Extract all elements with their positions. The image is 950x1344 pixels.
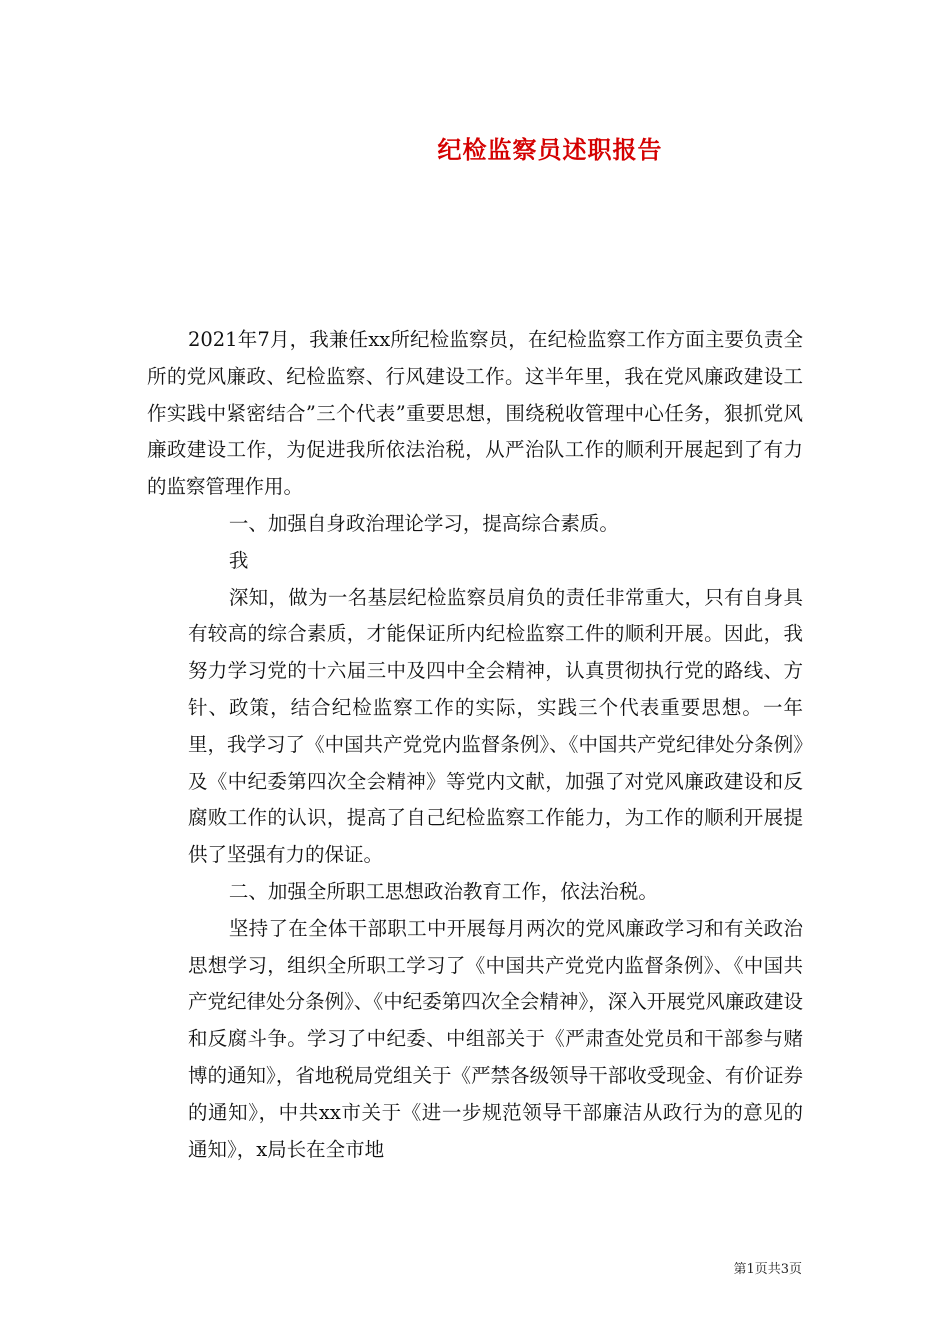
paragraph-fragment: 我 bbox=[228, 548, 249, 572]
section-heading-2: 二、加强全所职工思想政治教育工作，依法治税。 bbox=[228, 879, 658, 903]
page-number: 第1页共3页 bbox=[733, 1262, 802, 1277]
section-2-paragraph: 坚持了在全体干部职工中开展每月两次的党风廉政学习和有关政治思想学习，组织全所职工学习了《中国共产党党内监督条例》、《中国共产党纪律处分条例》、《中纪委第四次全会精神》，深入开展党风廉政建设和反腐斗争。学习了中纪委、中组部关于《严肃查处党员和干部参与赌博的通知》，省地税局党组关于《严禁各级领导干部收受现金、有价证券的通知》，中共xx市关于《进一步规范领导干部廉洁从政行为的意见的通知》，x局长在全市地 bbox=[187, 916, 803, 1161]
document-title: 纪检监察员述职报告 bbox=[437, 135, 663, 164]
section-1-paragraph: 深知，做为一名基层纪检监察员肩负的责任非常重大，只有自身具有较高的综合素质，才能保证所内纪检监察工件的顺利开展。因此，我努力学习党的十六届三中及四中全会精神，认真贯彻执行党的路线、方针、政策，结合纪检监察工作的实际，实践三个代表重要思想。一年里，我学习了《中国共产党党内监督条例》、《中国共产党纪律处分条例》及《中纪委第四次全会精神》等党内文献，加强了对党风廉政建设和反腐败工作的认识，提高了自己纪检监察工作能力，为工作的顺利开展提供了坚强有力的保证。 bbox=[187, 585, 803, 867]
intro-paragraph: 2021年7月，我兼任xx所纪检监察员，在纪检监察工作方面主要负责全所的党风廉政、纪检监察、行风建设工作。这半年里，我在党风廉政建设工作实践中紧密结合”三个代表”重要思想，围绕税收管理中心任务，狠抓党风廉政建设工作，为促进我所依法治税，从严治队工作的顺利开展起到了有力的监察管理作用。 bbox=[147, 328, 803, 499]
document-body bbox=[147, 322, 803, 1168]
section-heading-1: 一、加强自身政治理论学习，提高综合素质。 bbox=[228, 511, 619, 535]
